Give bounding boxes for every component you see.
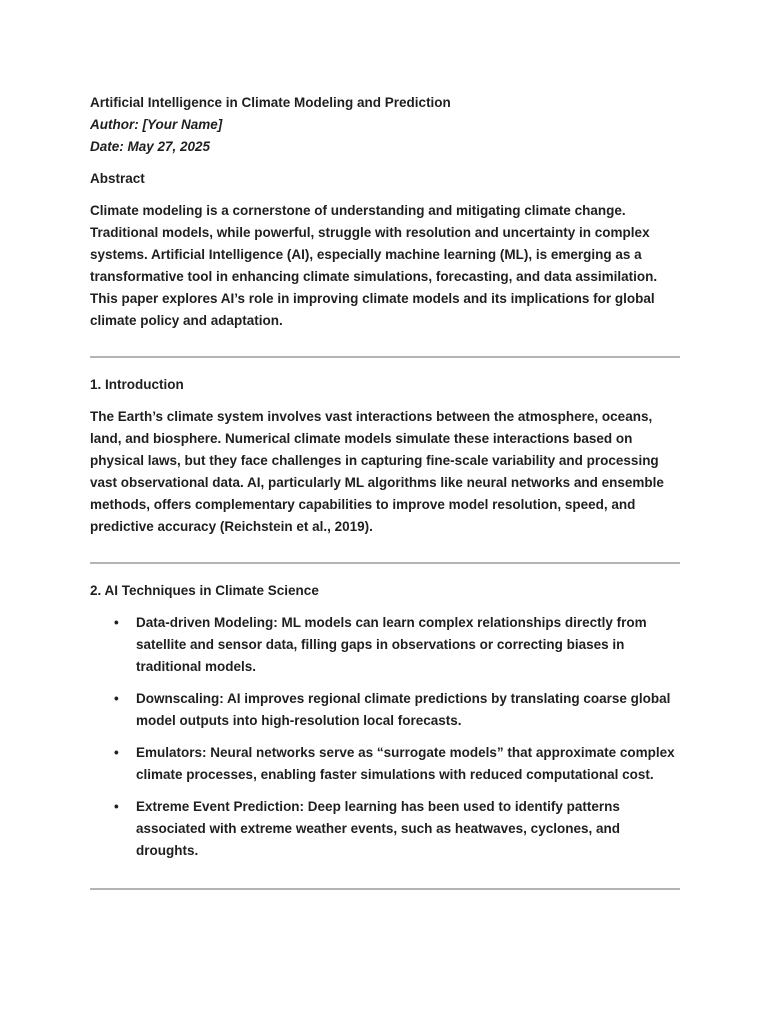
list-item (90, 688, 680, 732)
list-item (90, 742, 680, 786)
bullet-icon: • (114, 799, 119, 814)
bullet-icon: • (114, 691, 119, 706)
techniques-heading: 2. AI Techniques in Climate Science (90, 583, 319, 598)
document-page (90, 92, 680, 890)
author-line: Author: [Your Name] (90, 117, 223, 132)
date-line: Date: May 27, 2025 (90, 139, 211, 154)
document-title: Artificial Intelligence in Climate Modeling and Prediction (90, 95, 451, 110)
introduction-heading: 1. Introduction (90, 377, 184, 392)
introduction-text: The Earth’s climate system involves vast interactions between the atmosphere, oceans, land, and biosphere. Numerical climate models simulate these interactions based on physical laws, but they face challenges in capturing fine-scale variability and processing vast observational data. AI, particularly ML algorithms like neural networks and ensemble methods, offers complementary capabilities to improve model resolution, speed, and predictive accuracy (Reichstein et al., 2019). (90, 409, 664, 534)
list-item (90, 796, 680, 862)
abstract-text: Climate modeling is a cornerstone of understanding and mitigating climate change. Traditional models, while powerful, struggle with resolution and uncertainty in complex systems. Artificial Intelligence (AI), especially machine learning (ML), is emerging as a transformative tool in enhancing climate simulations, forecasting, and data assimilation. This paper explores AI’s role in improving climate models and its implications for global climate policy and adaptation. (90, 203, 658, 328)
list-item-text: Data-driven Modeling: ML models can learn complex relationships directly from satellite and sensor data, filling gaps in observations or correcting biases in traditional models. (136, 615, 647, 674)
bullet-icon: • (114, 745, 119, 760)
techniques-list (90, 612, 680, 862)
list-item-text: Emulators: Neural networks serve as “surrogate models” that approximate complex climate processes, enabling faster simulations with reduced computational cost. (136, 745, 675, 782)
list-item-text: Extreme Event Prediction: Deep learning has been used to identify patterns associated with extreme weather events, such as heatwaves, cyclones, and droughts. (136, 799, 620, 858)
list-item-text: Downscaling: AI improves regional climate predictions by translating coarse global model outputs into high-resolution local forecasts. (136, 691, 671, 728)
bullet-icon: • (114, 615, 119, 630)
abstract-heading: Abstract (90, 171, 145, 186)
list-item (90, 612, 680, 678)
section-divider (90, 888, 680, 890)
